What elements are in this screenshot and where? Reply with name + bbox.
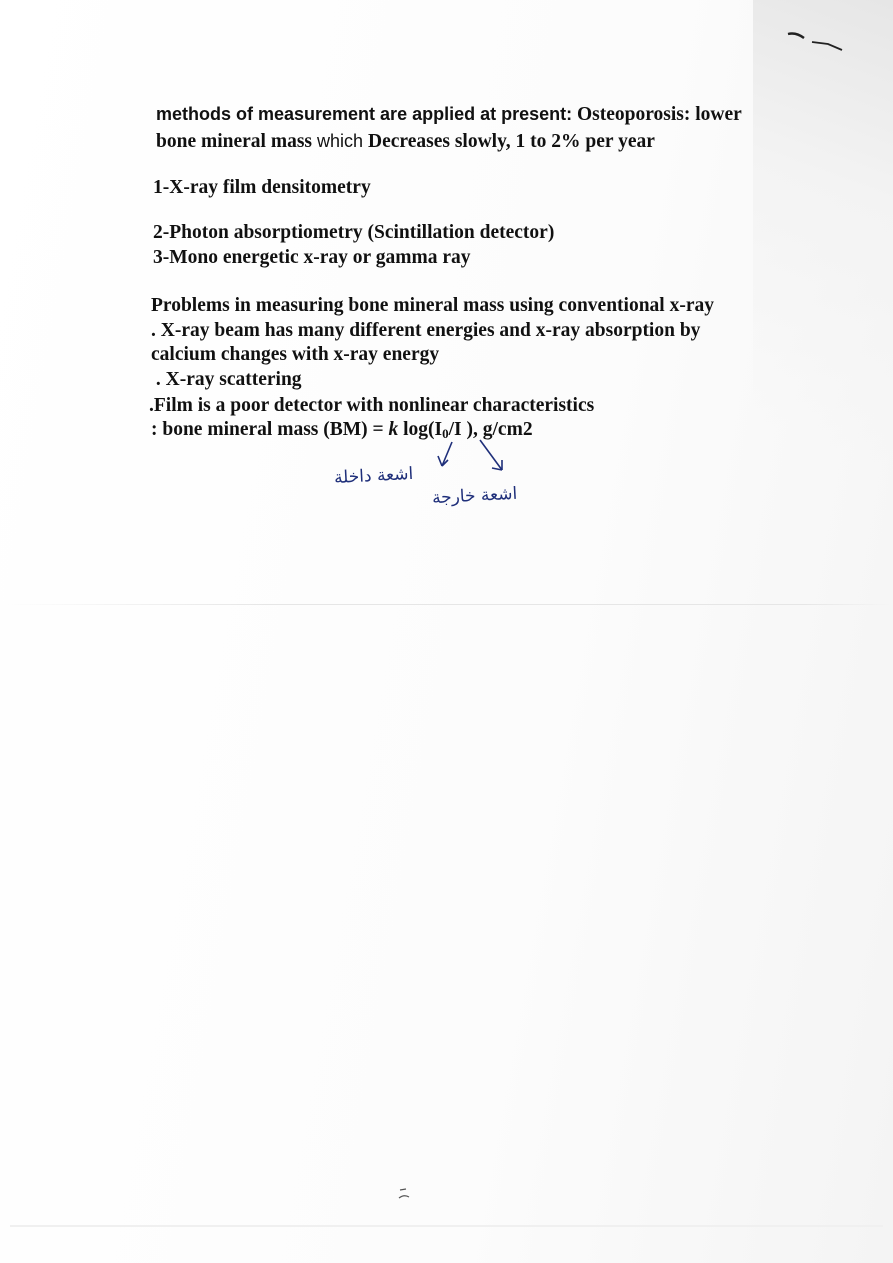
handwritten-label-incoming: اشعة داخلة [333, 463, 414, 489]
page-fold-line [0, 604, 893, 605]
problem-item-3: .Film is a poor detector with nonlinear characteristics [149, 395, 595, 416]
intro-line-2-a: bone mineral mass [156, 131, 312, 152]
method-item-1: 1-X-ray film densitometry [153, 177, 371, 198]
pen-dot-icon [396, 1186, 416, 1206]
problems-heading: Problems in measuring bone mineral mass using conventional x-ray [151, 295, 714, 316]
intro-line-2 [156, 129, 655, 154]
pen-mark-icon [786, 28, 846, 58]
formula-prefix: : bone mineral mass (BM) = [151, 419, 389, 440]
formula-subscript: 0 [442, 426, 449, 441]
problem-item-2: . X-ray scattering [151, 369, 302, 390]
intro-line-1 [156, 102, 742, 127]
problem-item-1-cont: calcium changes with x-ray energy [151, 344, 440, 365]
formula-rest: /I ), g/cm2 [448, 419, 533, 440]
method-item-2: 2-Photon absorptiometry (Scintillation detector) [153, 222, 555, 243]
intro-line-2-c: Decreases slowly, 1 to 2% per year [368, 131, 655, 152]
problem-item-1: . X-ray beam has many different energies and x-ray absorption by [151, 320, 701, 341]
formula-log: log(I [398, 419, 443, 440]
method-item-3: 3-Mono energetic x-ray or gamma ray [153, 247, 471, 268]
handwritten-label-outgoing: اشعة خارجة [431, 483, 518, 509]
intro-text-sans: methods of measurement are applied at present: [156, 104, 573, 124]
page-shadow [753, 0, 893, 620]
page-bottom-edge [10, 1225, 883, 1227]
intro-line-2-b: which [312, 131, 369, 151]
intro-text-serif: Osteoporosis: lower [572, 104, 742, 125]
formula-k: k [388, 419, 399, 440]
